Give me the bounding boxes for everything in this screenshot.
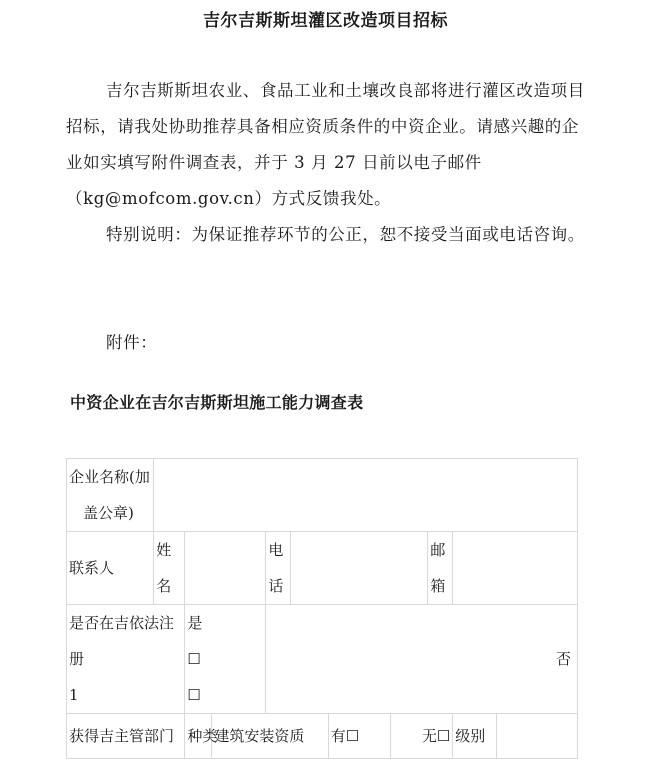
table-row xyxy=(67,605,578,714)
registration-extra-checkbox[interactable]: ☐ xyxy=(187,686,201,704)
company-name-label-line1: 企业名称(加 xyxy=(69,468,150,486)
document-title: 吉尔吉斯斯坦灌区改造项目招标 xyxy=(203,11,448,31)
paragraph-intro xyxy=(66,73,586,217)
type-label: 种类 xyxy=(185,714,212,759)
qualification-none-option[interactable]: 无☐ xyxy=(391,714,453,759)
registration-label-line1: 是否在吉依法注册 xyxy=(69,614,175,668)
phone-label-line1: 电 xyxy=(268,541,284,559)
name-label xyxy=(154,532,185,605)
registration-yes-checkbox[interactable]: ☐ xyxy=(187,650,201,668)
table-row xyxy=(67,459,578,532)
company-name-label xyxy=(67,459,154,532)
paragraph-attachment-text: 附件： xyxy=(106,333,158,352)
email-label-line2: 箱 xyxy=(430,577,446,595)
registration-no-option[interactable] xyxy=(266,605,578,714)
phone-field[interactable] xyxy=(291,532,428,605)
paragraph-attachment xyxy=(66,325,586,361)
phone-label xyxy=(266,532,291,605)
qualification-label: 建筑安装资质 xyxy=(212,714,328,759)
survey-table xyxy=(66,458,578,759)
table-row xyxy=(67,532,578,605)
registration-label-line2: 1 xyxy=(69,686,79,704)
registration-no-label: 否 xyxy=(555,650,571,668)
email-label-line1: 邮 xyxy=(430,541,446,559)
email-label xyxy=(428,532,453,605)
email-field[interactable] xyxy=(453,532,578,605)
level-label: 级别 xyxy=(453,714,497,759)
name-label-line2: 名 xyxy=(156,577,172,595)
level-field[interactable] xyxy=(496,714,577,759)
qualification-has-option[interactable]: 有☐ xyxy=(328,714,390,759)
table-title: 中资企业在吉尔吉斯斯坦施工能力调查表 xyxy=(70,393,364,412)
registration-yes-label: 是 xyxy=(187,614,203,632)
company-name-field[interactable] xyxy=(154,459,578,532)
paragraph-note-text: 特别说明：为保证推荐环节的公正，恕不接受当面或电话咨询。 xyxy=(106,225,585,244)
contact-label: 联系人 xyxy=(67,532,154,605)
authority-label: 获得吉主管部门 xyxy=(67,714,185,759)
paragraph-note xyxy=(66,217,586,253)
name-field[interactable] xyxy=(185,532,266,605)
company-name-label-line2: 盖公章) xyxy=(83,504,134,522)
registration-label xyxy=(67,605,185,714)
phone-label-line2: 话 xyxy=(268,577,284,595)
table-row xyxy=(67,714,578,759)
registration-yes-option[interactable] xyxy=(185,605,266,714)
paragraph-intro-text: 吉尔吉斯斯坦农业、食品工业和土壤改良部将进行灌区改造项目招标，请我处协助推荐具备相应资质条件的中资企业。请感兴趣的企业如实填写附件调查表，并于 3 月 27 日前以电子邮件（kg@mofcom.gov.cn）方式反馈我处。 xyxy=(66,81,585,208)
name-label-line1: 姓 xyxy=(156,541,172,559)
